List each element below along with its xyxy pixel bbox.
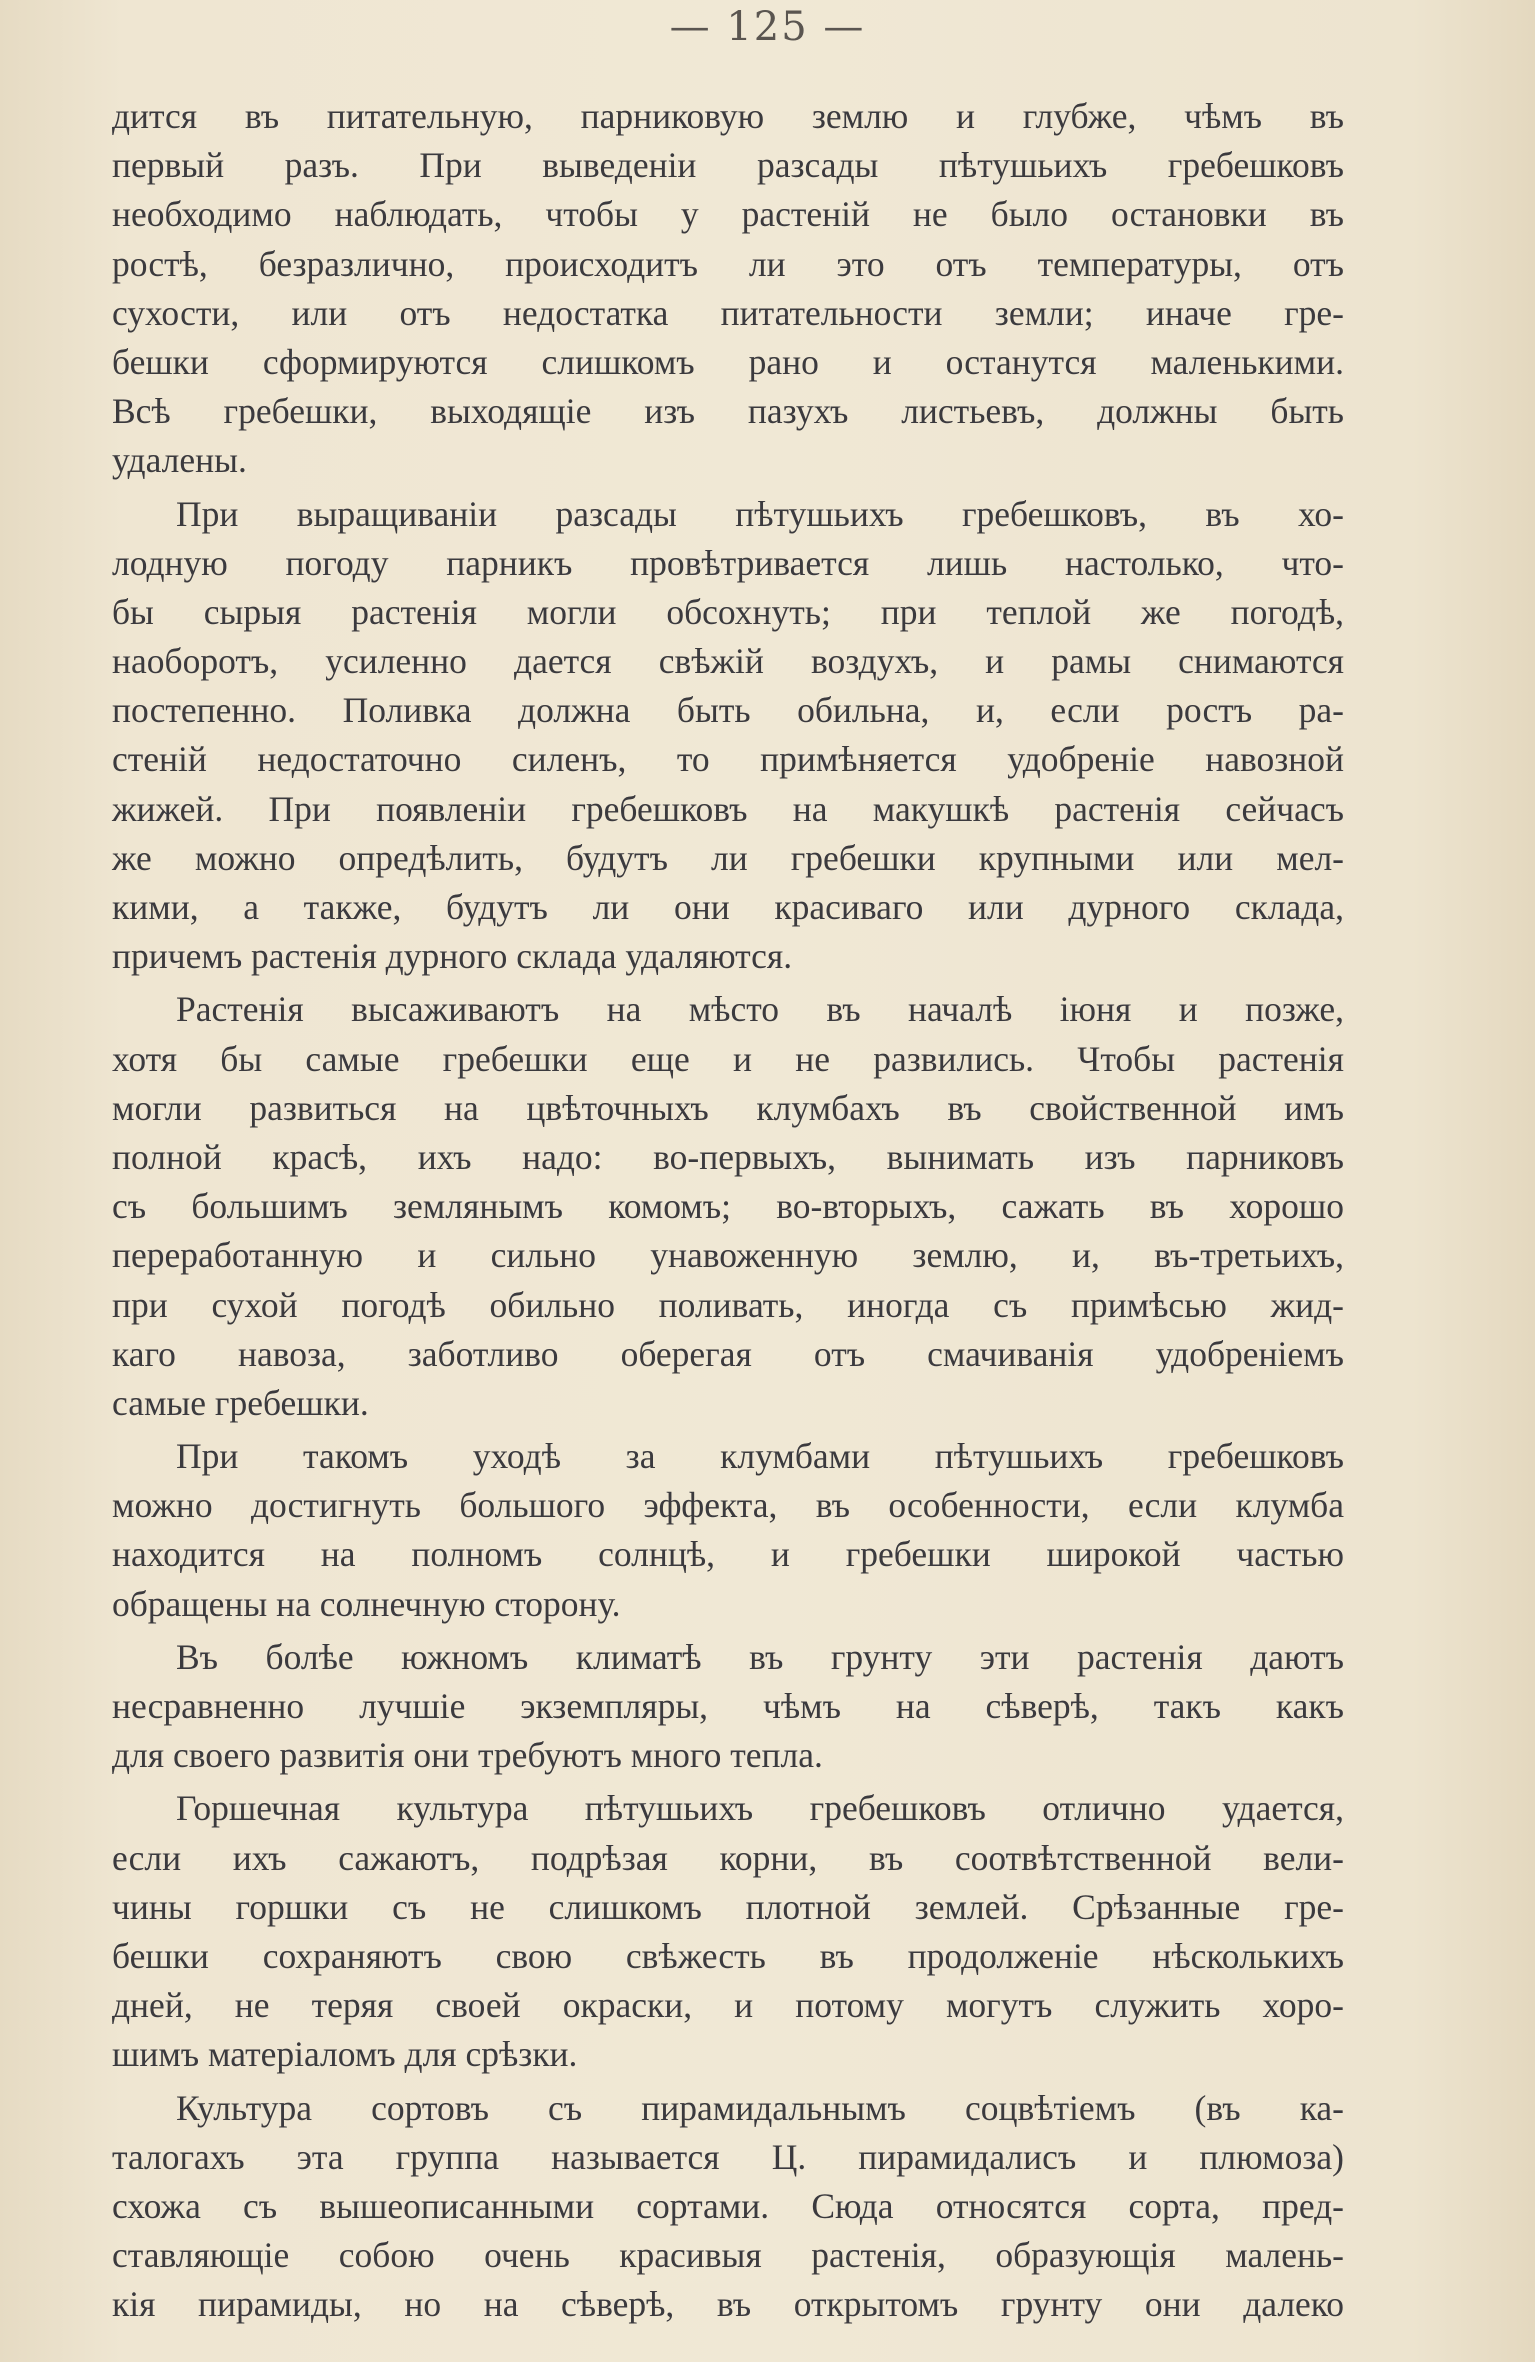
text-line: Растенія высаживаютъ на мѣсто въ началѣ іюня и позже, [176, 989, 1344, 1030]
text-line: же можно опредѣлить, будутъ ли гребешки крупными или мел- [112, 837, 1344, 878]
text-line: талогахъ эта группа называется Ц. пирамидалисъ и плюмоза) [112, 2136, 1344, 2177]
text-line: дится въ питательную, парниковую землю и глубже, чѣмъ въ [112, 96, 1344, 136]
text-line: схожа съ вышеописанными сортами. Сюда относятся сорта, пред- [112, 2185, 1344, 2226]
text-line: Всѣ гребешки, выходящіе изъ пазухъ листьевъ, должны быть [112, 391, 1344, 432]
text-line: могли развиться на цвѣточныхъ клумбахъ въ свойственной имъ [112, 1087, 1344, 1128]
text-line: если ихъ сажаютъ, подрѣзая корни, въ соотвѣтственной вели- [112, 1837, 1344, 1878]
text-line: обращены на солнечную сторону. [112, 1583, 621, 1624]
paragraph [112, 1633, 1344, 1781]
text-line: можно достигнуть большого эффекта, въ особенности, если клумба [112, 1485, 1344, 1526]
text-line: первый разъ. При выведеніи разсады пѣтушьихъ гребешковъ [112, 145, 1344, 186]
paragraph [112, 1784, 1344, 2079]
text-line: При такомъ уходѣ за клумбами пѣтушьихъ гребешковъ [176, 1436, 1344, 1477]
text-line: жижей. При появленіи гребешковъ на макушкѣ растенія сейчасъ [112, 788, 1344, 829]
text-line: причемъ растенія дурного склада удаляются. [112, 936, 793, 977]
text-line: При выращиваніи разсады пѣтушьихъ гребешковъ, въ хо- [176, 493, 1344, 534]
text-line: каго навоза, заботливо оберегая отъ смачиванія удобреніемъ [112, 1333, 1344, 1374]
text-line: стеній недостаточно силенъ, то примѣняется удобреніе навозной [112, 739, 1344, 780]
text-line: наоборотъ, усиленно дается свѣжій воздухъ, и рамы снимаются [112, 641, 1344, 682]
text-line: несравненно лучшіе экземпляры, чѣмъ на сѣверѣ, такъ какъ [112, 1686, 1344, 1726]
text-line: ставляющіе собою очень красивыя растенія, образующія малень- [112, 2235, 1344, 2276]
paragraph [112, 92, 1344, 486]
text-line: полной красѣ, ихъ надо: во-первыхъ, вынимать изъ парниковъ [112, 1136, 1344, 1177]
text-line: Горшечная культура пѣтушьихъ гребешковъ отлично удается, [176, 1788, 1344, 1829]
text-line: съ большимъ землянымъ комомъ; во-вторыхъ, сажать въ хорошо [112, 1186, 1344, 1227]
text-line: переработанную и сильно унавоженную землю, и, въ-третьихъ, [112, 1235, 1344, 1276]
text-line: бешки сформируются слишкомъ рано и останутся маленькими. [112, 341, 1344, 382]
text-line: необходимо наблюдать, чтобы у растеній не было остановки въ [112, 194, 1344, 235]
text-line: дней, не теряя своей окраски, и потому могутъ служить хоро- [112, 1985, 1344, 2026]
body-text [112, 92, 1344, 2329]
text-line: сухости, или отъ недостатка питательности земли; иначе гре- [112, 292, 1344, 333]
text-line: кими, а также, будутъ ли они красиваго или дурного склада, [112, 887, 1344, 927]
paragraph [112, 1432, 1344, 1629]
text-line: бешки сохраняютъ свою свѣжесть въ продолженіе нѣсколькихъ [112, 1935, 1344, 1976]
paragraph [112, 985, 1344, 1428]
text-line: удалены. [112, 440, 247, 481]
text-line: постепенно. Поливка должна быть обильна, и, если ростъ ра- [112, 690, 1344, 731]
page-number: — 125 — [669, 4, 866, 50]
text-line: Въ болѣе южномъ климатѣ въ грунту эти растенія даютъ [176, 1636, 1344, 1677]
text-line: лодную погоду парникъ провѣтривается лишь настолько, что- [112, 542, 1344, 583]
text-line: при сухой погодѣ обильно поливать, иногда съ примѣсью жид- [112, 1284, 1344, 1325]
text-line: кія пирамиды, но на сѣверѣ, въ открытомъ грунту они далеко [112, 2284, 1344, 2325]
paragraph [112, 2084, 1344, 2330]
paragraph [112, 490, 1344, 982]
text-line: для своего развитія они требуютъ много тепла. [112, 1735, 823, 1776]
text-line: бы сырыя растенія могли обсохнуть; при теплой же погодѣ, [112, 591, 1344, 632]
text-line: хотя бы самые гребешки еще и не развились. Чтобы растенія [112, 1038, 1344, 1079]
text-line: ростѣ, безразлично, происходитъ ли это отъ температуры, отъ [112, 243, 1344, 284]
text-line: находится на полномъ солнцѣ, и гребешки широкой частью [112, 1534, 1344, 1575]
text-line: чины горшки съ не слишкомъ плотной землей. Срѣзанные гре- [112, 1886, 1344, 1927]
text-line: самые гребешки. [112, 1382, 369, 1423]
text-line: Культура сортовъ съ пирамидальнымъ соцвѣтіемъ (въ ка- [176, 2087, 1344, 2128]
text-line: шимъ матеріаломъ для срѣзки. [112, 2034, 578, 2075]
